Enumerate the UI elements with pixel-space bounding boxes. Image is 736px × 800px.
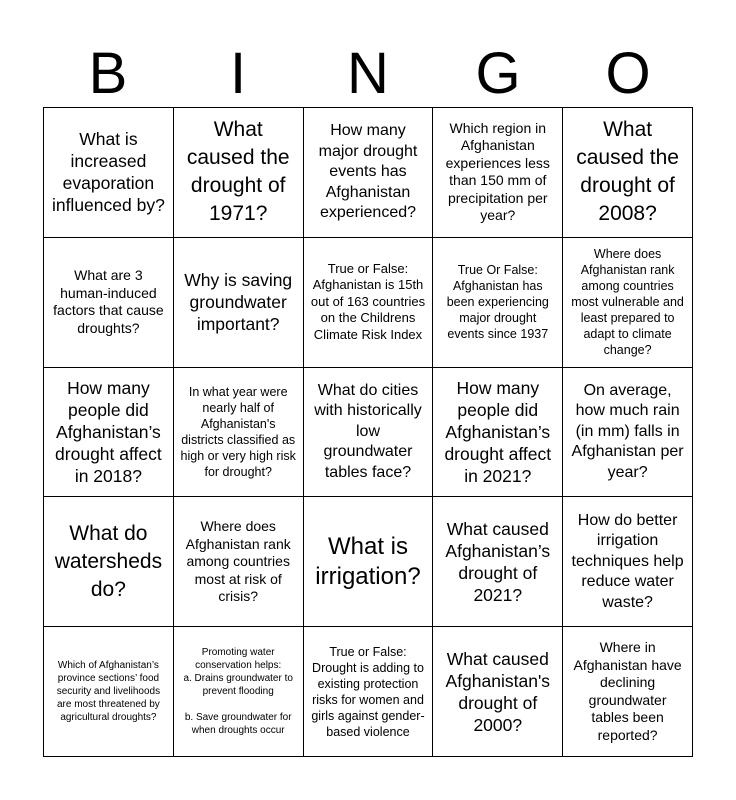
cell-text: Which of Afghanistan’s province sections’ food security and livelihoods are most threatened by agricultural droughts? xyxy=(56,660,161,724)
bingo-cell-4-5[interactable] xyxy=(563,497,693,627)
cell-text: Where does Afghanistan rank among countries most at risk of crisis? xyxy=(185,518,291,605)
cell-text: In what year were nearly half of Afghanistan's districts classified as high or very high risk for drought? xyxy=(180,384,296,479)
cell-text: True Or False: Afghanistan has been experiencing major drought events since 1937 xyxy=(446,263,549,342)
cell-text: On average, how much rain (in mm) falls in Afghanistan per year? xyxy=(571,381,684,481)
bingo-cell-1-5[interactable] xyxy=(563,108,693,238)
cell-text: What caused Afghanistan's drought of 2000? xyxy=(445,648,551,735)
bingo-cell-1-4[interactable] xyxy=(433,108,563,238)
bingo-cell-2-4[interactable] xyxy=(433,238,563,368)
cell-text: Why is saving groundwater important? xyxy=(184,270,293,335)
cell-text: Promoting water conservation helps: a. Drains groundwater to prevent flooding b. Save groundwater for when droughts occur xyxy=(183,647,293,737)
bingo-cell-1-2[interactable] xyxy=(174,108,304,238)
bingo-header xyxy=(43,40,693,108)
bingo-cell-2-5[interactable] xyxy=(563,238,693,368)
cell-text: Which region in Afghanistan experiences less than 150 mm of precipitation per year? xyxy=(445,119,550,224)
bingo-cell-5-2[interactable] xyxy=(174,627,304,757)
cell-text: How many people did Afghanistan’s drought affect in 2018? xyxy=(55,377,162,486)
header-letter-n: N xyxy=(347,41,389,106)
cell-text: What is irrigation? xyxy=(315,532,421,590)
cell-text: What caused the drought of 2008? xyxy=(576,118,679,226)
cell-text: What do watersheds do? xyxy=(54,521,163,601)
bingo-cell-4-3[interactable] xyxy=(304,497,434,627)
bingo-cell-5-3[interactable] xyxy=(304,627,434,757)
cell-text: How do better irrigation techniques help reduce water waste? xyxy=(571,511,684,611)
cell-text: What are 3 human-induced factors that cause droughts? xyxy=(53,267,164,336)
bingo-cell-5-4[interactable] xyxy=(433,627,563,757)
cell-text: What caused the drought of 1971? xyxy=(186,118,290,226)
cell-text: How many major drought events has Afghanistan experienced? xyxy=(318,122,418,222)
bingo-cell-3-1[interactable] xyxy=(44,368,174,498)
header-letter-g: G xyxy=(475,41,521,106)
bingo-cell-2-1[interactable] xyxy=(44,238,174,368)
cell-text: What is increased evaporation influenced by? xyxy=(51,129,165,216)
bingo-cell-3-5[interactable] xyxy=(563,368,693,498)
bingo-cell-1-3[interactable] xyxy=(304,108,434,238)
bingo-cell-4-2[interactable] xyxy=(174,497,304,627)
bingo-cell-4-1[interactable] xyxy=(44,497,174,627)
cell-text: Where does Afghanistan rank among countries most vulnerable and least prepared to adapt to climate change? xyxy=(571,247,684,358)
cell-text: How many people did Afghanistan’s drought affect in 2021? xyxy=(444,377,552,486)
cell-text: What caused Afghanistan’s drought of 2021? xyxy=(445,518,551,605)
header-letter-b: B xyxy=(88,41,128,106)
cell-text: What do cities with historically low groundwater tables face? xyxy=(314,381,422,481)
bingo-card-grid xyxy=(43,107,693,757)
bingo-cell-2-3[interactable] xyxy=(304,238,434,368)
cell-text: Where in Afghanistan have declining groundwater tables been reported? xyxy=(573,639,682,743)
bingo-cell-3-2[interactable] xyxy=(174,368,304,498)
bingo-cell-3-3[interactable] xyxy=(304,368,434,498)
bingo-cell-3-4[interactable] xyxy=(433,368,563,498)
bingo-cell-2-2[interactable] xyxy=(174,238,304,368)
cell-text: True or False: Afghanistan is 15th out of 163 countries on the Childrens Climate Risk Index xyxy=(310,260,426,342)
bingo-cell-4-4[interactable] xyxy=(433,497,563,627)
bingo-cell-5-5[interactable] xyxy=(563,627,693,757)
bingo-cell-1-1[interactable] xyxy=(44,108,174,238)
header-letter-i: I xyxy=(229,41,247,106)
header-letter-o: O xyxy=(605,41,651,106)
cell-text: True or False: Drought is adding to existing protection risks for women and girls against gender-based violence xyxy=(311,644,425,739)
bingo-cell-5-1[interactable] xyxy=(44,627,174,757)
